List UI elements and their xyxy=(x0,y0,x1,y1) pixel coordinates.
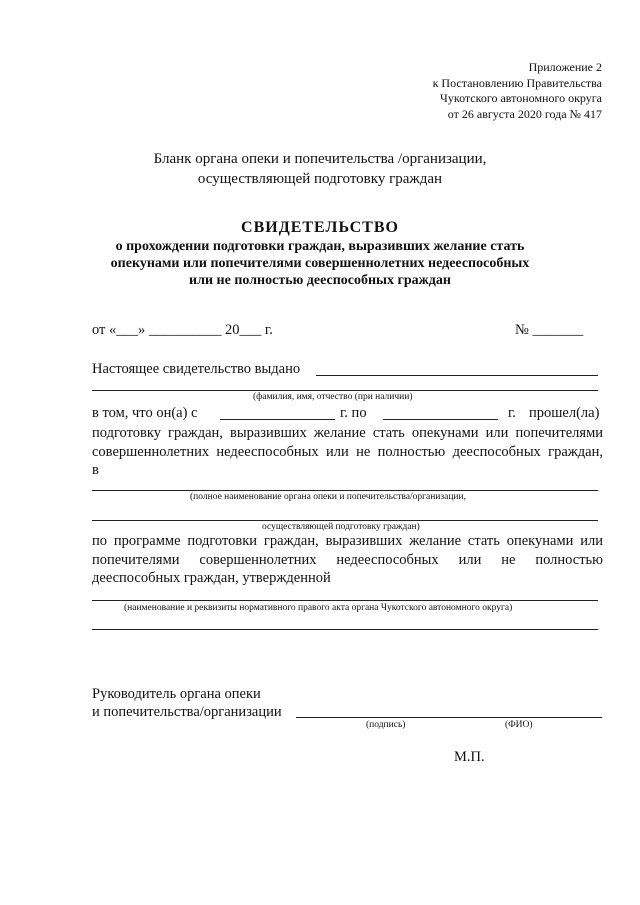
appendix-block xyxy=(380,60,602,122)
stamp-place: М.П. xyxy=(454,749,485,765)
period-line-2: подготовку граждан, выразивших желание стать опекунами или попечителями xyxy=(92,425,603,441)
period-text-b: г. по xyxy=(340,405,367,421)
issued-name-field-2[interactable] xyxy=(92,390,598,391)
appendix-line-4: от 26 августа 2020 года № 417 xyxy=(447,106,602,121)
signature-line-2: и попечительства/организации xyxy=(92,704,282,720)
period-text-a: в том, что он(а) с xyxy=(92,405,198,421)
program-line-3: дееспособных граждан, утвержденной xyxy=(92,570,331,586)
program-caption: (наименование и реквизиты нормативного правого акта органа Чукотского автономного округа) xyxy=(124,603,513,613)
program-act-field[interactable] xyxy=(92,600,598,601)
subtitle-line-3: или не полностью дееспособных граждан xyxy=(189,273,451,288)
period-line-3: совершеннолетних недееспособных или не полностью дееспособных граждан, xyxy=(92,444,603,460)
blank-header xyxy=(0,149,640,189)
name-caption: (ФИО) xyxy=(505,720,533,730)
document-title: СВИДЕТЕЛЬСТВО xyxy=(241,219,399,236)
organ-name-field[interactable] xyxy=(92,490,598,491)
appendix-line-2: к Постановлению Правительства xyxy=(432,75,602,90)
appendix-line-3: Чукотского автономного округа xyxy=(440,91,602,105)
blank-line-2: осуществляющей подготовку граждан xyxy=(197,171,443,187)
signature-line-1: Руководитель органа опеки xyxy=(92,686,261,702)
organ-name-field-2[interactable] xyxy=(92,520,598,521)
issued-caption: (фамилия, имя, отчество (при наличии) xyxy=(253,392,413,402)
signature-field[interactable] xyxy=(296,717,602,718)
period-to-field[interactable] xyxy=(383,419,498,420)
organ-caption-1: (полное наименование органа опеки и попечительства/организации, xyxy=(190,492,466,502)
date-field[interactable]: от «___» __________ 20___ г. xyxy=(92,322,273,338)
program-act-field-2[interactable] xyxy=(92,629,598,630)
document-subtitle xyxy=(0,238,640,289)
subtitle-line-1: о прохождении подготовки граждан, выразивших желание стать xyxy=(115,239,525,254)
number-field[interactable]: № _______ xyxy=(515,322,584,338)
period-line-4: в xyxy=(92,462,99,478)
period-text-c: г. xyxy=(508,405,516,421)
period-text-d: прошел(ла) xyxy=(529,405,600,421)
blank-line-1: Бланк органа опеки и попечительства /организации, xyxy=(153,151,487,167)
appendix-line-1: Приложение 2 xyxy=(528,60,602,74)
issued-label: Настоящее свидетельство выдано xyxy=(92,361,301,377)
program-line-2: попечителями совершеннолетних недееспособных или не полностью xyxy=(92,552,603,568)
organ-caption-2: осуществляющей подготовку граждан) xyxy=(262,522,420,532)
subtitle-line-2: опекунами или попечителями совершеннолетних недееспособных xyxy=(110,256,530,271)
period-from-field[interactable] xyxy=(220,419,335,420)
signature-caption: (подпись) xyxy=(366,720,406,730)
issued-name-field[interactable] xyxy=(316,375,598,376)
program-line-1: по программе подготовки граждан, выразивших желание стать опекунами или xyxy=(92,533,603,549)
